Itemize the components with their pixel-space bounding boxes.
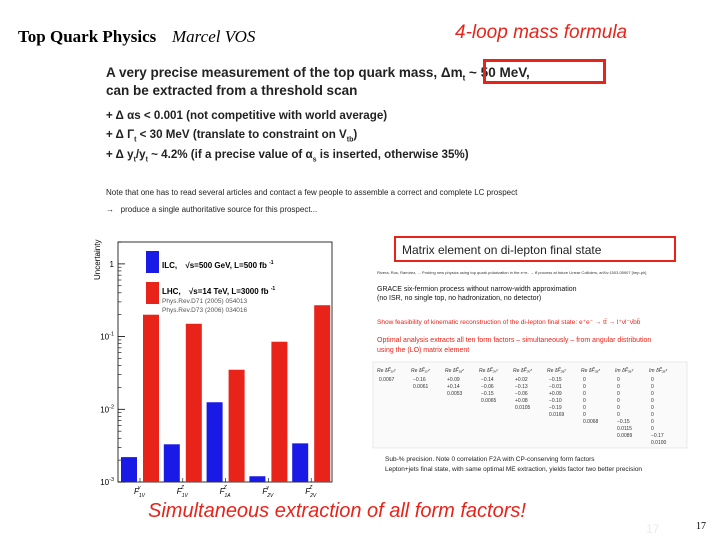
ghost-page-number: 17 (646, 522, 660, 536)
x-tick-label: $F_{1V}Z$ (176, 485, 188, 499)
y-tick-label: $10^{-1}$ (100, 331, 114, 342)
table-cell: −0.15 (617, 419, 630, 425)
table-cell: 0 (583, 398, 586, 404)
table-cell: 0 (617, 377, 620, 383)
table-cell: 0 (617, 398, 620, 404)
page-number: 17 (696, 521, 706, 532)
bar-lhc-1 (186, 324, 202, 482)
table-cell: −0.15 (549, 377, 562, 383)
table-cell: 0.0065 (481, 398, 497, 404)
bullet-line-5: + Δ $y_t/y_t$ ~ 4.2% (if a precise value of $\alpha_s$ is inserted, otherwise 35%) (106, 148, 469, 164)
table-cell: 0 (617, 412, 620, 418)
table-cell: −0.10 (549, 398, 562, 404)
table-cell: 0 (651, 412, 654, 418)
bullet-line-4: + Δ $\Gamma_t < 30$ MeV (translate to constraint on $V_{tb}$) (106, 128, 358, 144)
table-cell: 0.0169 (549, 412, 565, 418)
table-cell: +0.09 (447, 377, 460, 383)
x-tick-label: $F_{1V}\gamma$ (134, 485, 146, 499)
bar-ilc-1 (164, 444, 180, 482)
table-cell: 0 (651, 398, 654, 404)
legend-swatch-lhc (146, 282, 159, 304)
legend-ref-1: Phys.Rev.D71 (2005) 054013 (162, 298, 248, 305)
matrix-element-panel (365, 232, 695, 490)
panel-foot-2: Lepton+jets final state, with same optimal ME extraction, yields factor two better precision (385, 466, 643, 473)
bar-ilc-2 (207, 402, 223, 482)
table-header: Im δF̃₂ₐʸ (615, 368, 634, 374)
table-header: Re δF̃₁ᵥʸ (377, 368, 396, 374)
slide-title: 4-loop mass formula (455, 22, 628, 43)
table-cell: +0.02 (515, 377, 528, 383)
table-cell: 0 (651, 426, 654, 432)
table-cell: +0.14 (447, 384, 460, 390)
uncertainty-bar-chart (90, 232, 340, 500)
bar-lhc-4 (314, 305, 330, 482)
table-header: Im δF̃₂ₐᶻ (649, 368, 668, 374)
bullet-line-3: + Δ αs < 0.001 (not competitive with world average) (106, 109, 388, 122)
panel-p3: Optimal analysis extracts all ten form factors – simultaneously – from angular distribution (377, 337, 652, 344)
arrow-icon: → (106, 205, 114, 214)
note-line-1: Note that one has to read several articles and contact a few people to assemble a correct and complete LC prospect (106, 188, 518, 197)
panel-citation: Rivera, Ros, Ramírez, ... Probing new physics using top quark polarization in the e+e- → tt̄ process at future Linear Colliders, arXiv:1503.05907 [hep-ph] (377, 270, 647, 275)
x-tick-label: $F_{2V}Z$ (305, 485, 317, 499)
bar-ilc-0 (121, 457, 137, 482)
bar-ilc-3 (249, 476, 265, 482)
headline-bottom: Simultaneous extraction of all form factors! (148, 500, 526, 522)
table-cell: 0 (651, 419, 654, 425)
bars (121, 305, 330, 482)
table-cell: +0.08 (515, 398, 528, 404)
table-cell: 0 (583, 391, 586, 397)
bullet-line-2: can be extracted from a threshold scan (106, 83, 358, 98)
bar-ilc-4 (292, 443, 308, 482)
table-cell: 0.0115 (617, 426, 632, 432)
table-cell: −0.01 (549, 384, 562, 390)
table-cell: 0 (583, 405, 586, 411)
table-cell: 0 (583, 377, 586, 383)
table-cell: −0.15 (481, 391, 494, 397)
panel-p1b: (no ISR, no single top, no hadronization, no detector) (377, 295, 542, 302)
table-header: Re δF̃₂ₐᶻ (581, 368, 600, 374)
table-cell: 0 (583, 384, 586, 390)
y-ticks (100, 242, 125, 487)
bullet-line-1: A very precise measurement of the top quark mass, $\Delta m_t$ ~ 50 MeV, (106, 65, 530, 83)
x-tick-label: $F_{2V}\gamma$ (262, 485, 274, 499)
table-cell: −0.17 (651, 433, 664, 439)
x-ticks (134, 478, 317, 499)
correlation-table (373, 362, 687, 448)
table-cell: 0 (651, 377, 654, 383)
table-cell: 0.0068 (583, 419, 599, 425)
table-header: Re δF̃₂ₐʸ (547, 368, 567, 374)
panel-p1: GRACE six-fermion process without narrow-width approximation (377, 286, 577, 293)
y-tick-label: $10^{-2}$ (100, 404, 114, 415)
table-cell: 0.0053 (447, 391, 463, 397)
panel-foot-1: Sub-% precision. Note 0 correlation F2A with CP-conserving form factors (385, 456, 595, 463)
table-cell: 0.0067 (379, 377, 395, 383)
table-cell: 0.0089 (617, 433, 633, 439)
table-cell: 0.0105 (515, 405, 531, 411)
table-cell: 0 (651, 384, 654, 390)
table-cell: 0 (617, 384, 620, 390)
table-cell: −0.06 (481, 384, 494, 390)
table-cell: 0 (583, 412, 586, 418)
table-header: Re δF̃₂ᵥᶻ (513, 368, 532, 374)
panel-p3b: using the (LO) matrix element (377, 347, 470, 354)
table-header: Re δF̃₁ᵥᶻ (411, 368, 430, 374)
table-cell: −0.13 (515, 384, 528, 390)
bar-lhc-3 (271, 342, 287, 482)
table-cell: 0 (651, 405, 654, 411)
table-cell: −0.16 (413, 377, 426, 383)
x-tick-label: $F_{1A}Z$ (219, 485, 231, 499)
table-header: Re δF̃₂ᵥʸ (479, 368, 499, 374)
legend-ilc-label: ILC, √s=500 GeV, L=500 fb $^{-1}$ (162, 260, 274, 270)
table-cell: 0 (617, 391, 620, 397)
legend-swatch-ilc (146, 251, 159, 273)
table-cell: 0.0100 (651, 440, 667, 446)
bar-lhc-2 (229, 370, 245, 482)
table-cell: −0.19 (549, 405, 562, 411)
table-cell: 0 (617, 405, 620, 411)
slide-header-title: Top Quark Physics (18, 27, 157, 46)
y-tick-label: 1 (109, 259, 114, 269)
legend-lhc-label: LHC, √s=14 TeV, L=3000 fb $^{-1}$ (162, 286, 276, 296)
highlight-box (483, 59, 606, 84)
bar-lhc-0 (143, 315, 159, 482)
y-tick-label: $10^{-3}$ (100, 477, 114, 487)
table-cell: −0.06 (515, 391, 528, 397)
panel-p2: Show feasibility of kinematic reconstruction of the di-lepton final state: e⁺e⁻ → tt̄ → l⁺νl⁻ν̄bb̄ (377, 319, 641, 326)
note-line-2: → produce a single authoritative source for this prospect... (106, 205, 318, 214)
table-cell: 0 (651, 391, 654, 397)
table-header: Re δF̃₁ₐᶻ (445, 368, 464, 374)
legend-ref-2: Phys.Rev.D73 (2006) 034016 (162, 307, 248, 314)
table-cell: +0.09 (549, 391, 562, 397)
table-cell: 0.0061 (413, 384, 429, 390)
y-axis-label: Uncertainty (93, 239, 102, 280)
table-cell: −0.14 (481, 377, 494, 383)
slide-header-author: Marcel VOS (172, 27, 256, 46)
panel-title: Matrix element on di-lepton final state (402, 243, 602, 257)
